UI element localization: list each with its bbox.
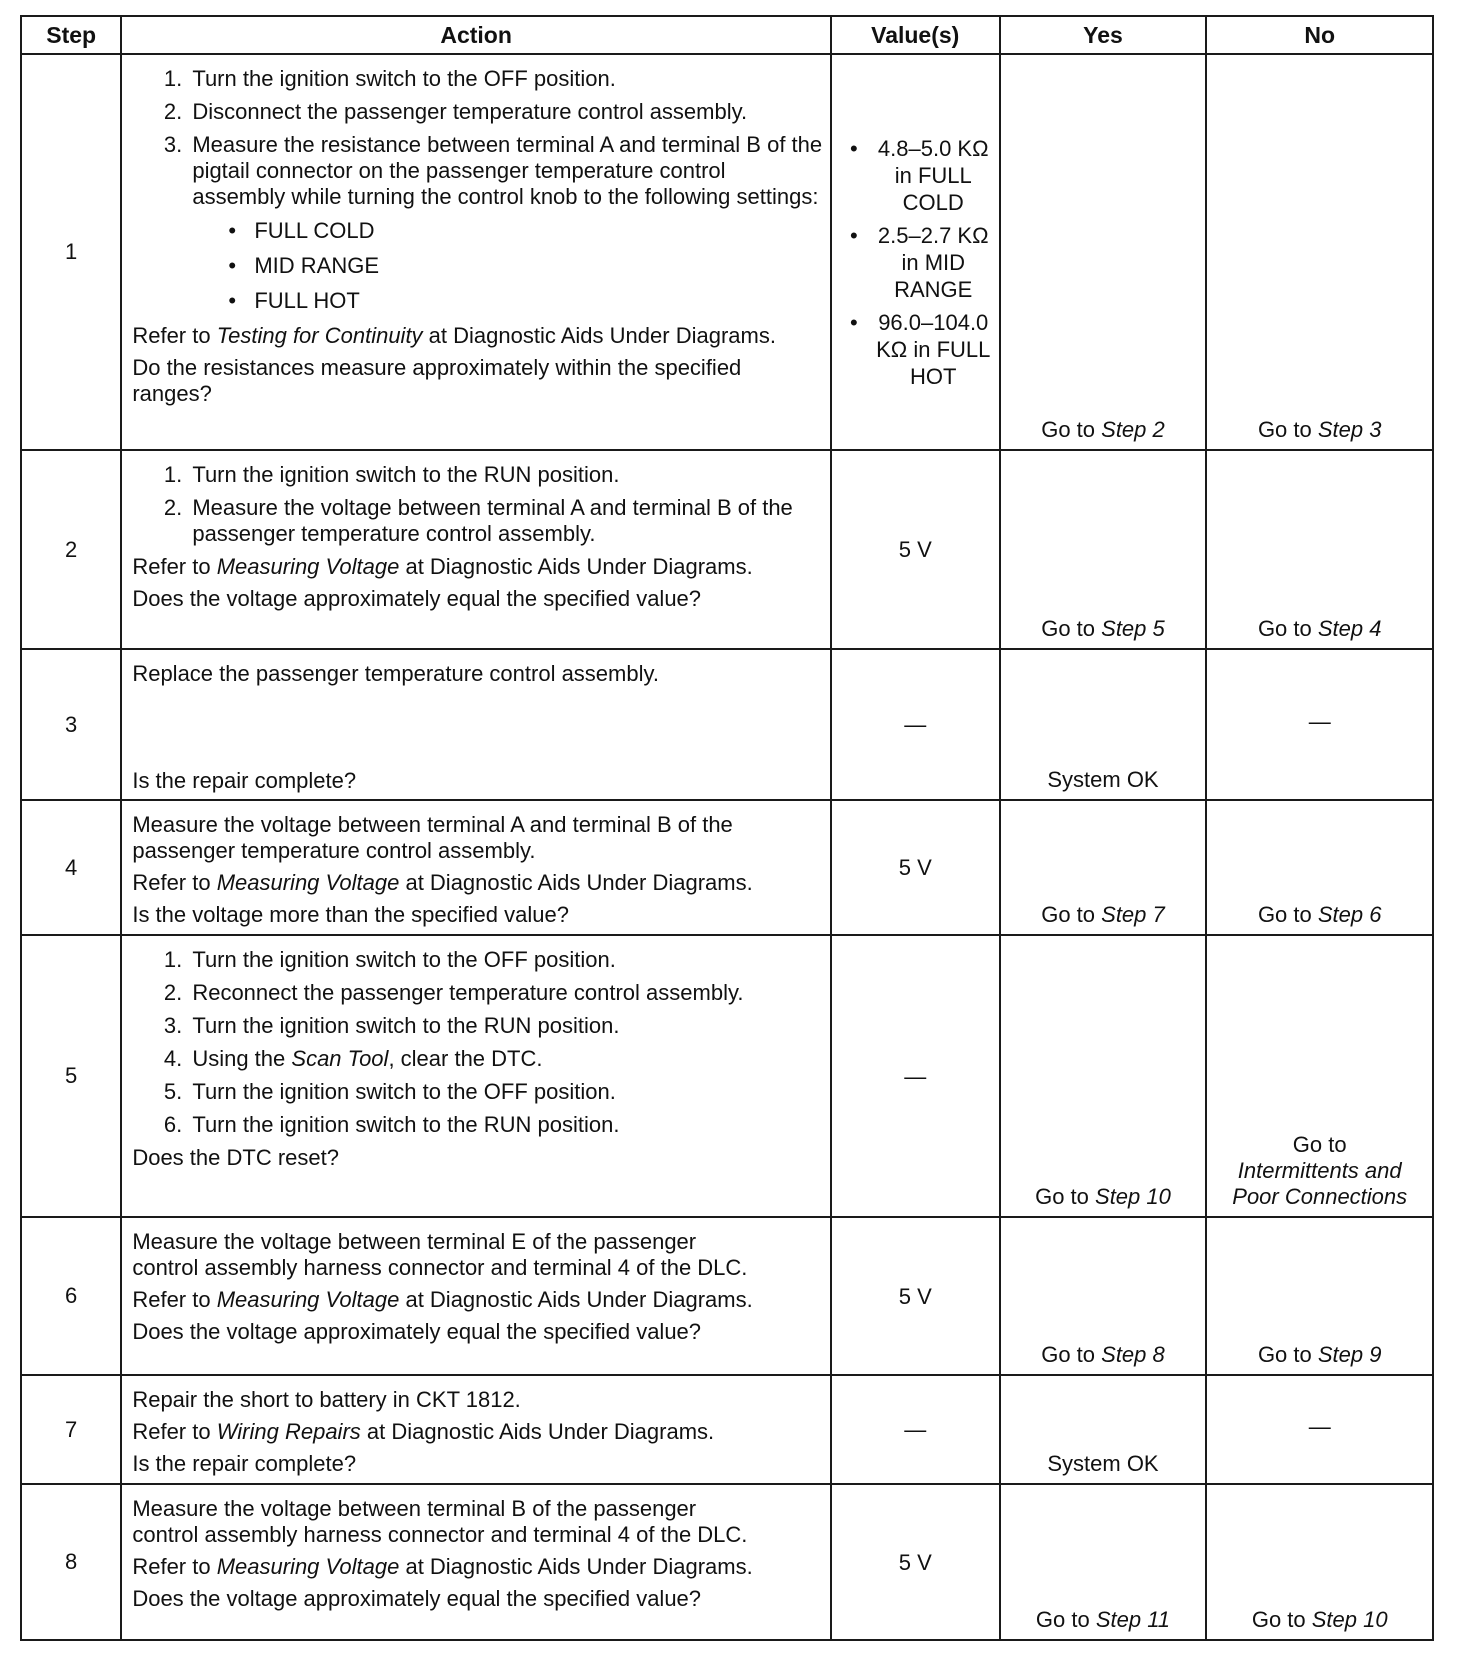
- action-cell: [121, 800, 831, 935]
- no-cell: —: [1206, 1375, 1433, 1484]
- goto-step-link: Step 8: [1101, 1342, 1165, 1367]
- values-list: [832, 135, 999, 390]
- action-steps: [132, 947, 824, 1138]
- action-cell: [121, 1484, 831, 1640]
- yes-cell: Go to Step 8: [1000, 1217, 1207, 1375]
- step-number: 3: [21, 649, 121, 800]
- setting-item: • FULL HOT: [250, 288, 824, 314]
- action-cell: [121, 1217, 831, 1375]
- header-values: Value(s): [831, 16, 1000, 54]
- step-number: 1: [21, 54, 121, 450]
- no-cell: Go to Step 9: [1206, 1217, 1433, 1375]
- goto-step-link: Step 11: [1095, 1607, 1171, 1632]
- yes-cell: Go to Step 11: [1000, 1484, 1207, 1640]
- scan-tool-ref: Scan Tool: [291, 1046, 389, 1071]
- values-cell: 5 V: [831, 1217, 1000, 1375]
- question: Does the voltage approximately equal the specified value?: [132, 586, 702, 611]
- action-text: Measure the voltage between terminal B of the passenger control assembly harness connector and terminal 4 of the DLC.: [132, 1496, 748, 1547]
- question: Does the DTC reset?: [132, 1145, 339, 1170]
- header-yes: Yes: [1000, 16, 1207, 54]
- values-cell: 5 V: [831, 450, 1000, 649]
- action-step: [188, 132, 824, 314]
- no-cell: Go to Step 10: [1206, 1484, 1433, 1640]
- table-row: [21, 54, 1433, 450]
- yes-cell: Go to Step 5: [1000, 450, 1207, 649]
- header-row: [21, 16, 1433, 54]
- refer-link: Testing for Continuity: [216, 323, 423, 348]
- table-row: [21, 800, 1433, 935]
- action-cell: [121, 54, 831, 450]
- question: Does the voltage approximately equal the specified value?: [132, 1586, 702, 1611]
- goto-intermittents-link: Intermittents and Poor Connections: [1232, 1158, 1408, 1209]
- goto-step-link: Step 10: [1095, 1184, 1171, 1209]
- action-step: 5. Turn the ignition switch to the OFF position.: [188, 1079, 824, 1105]
- values-cell: 5 V: [831, 800, 1000, 935]
- step-number: 2: [21, 450, 121, 649]
- action-step: 4. Using the Scan Tool, clear the DTC.: [188, 1046, 824, 1072]
- value-item: • 4.8–5.0 KΩ in FULL COLD: [849, 136, 989, 215]
- no-cell: Go to Step 6: [1206, 800, 1433, 935]
- action-steps: [132, 462, 824, 547]
- refer-line: Refer to Measuring Voltage at Diagnostic Aids Under Diagrams.: [132, 1287, 753, 1312]
- action-text: Measure the voltage between terminal E of the passenger control assembly harness connector and terminal 4 of the DLC.: [132, 1229, 748, 1280]
- value-item: • 2.5–2.7 KΩ in MID RANGE: [849, 223, 989, 302]
- goto-step-link: Step 3: [1317, 417, 1382, 442]
- refer-link: Measuring Voltage: [216, 1287, 400, 1312]
- action-cell: [121, 1375, 831, 1484]
- goto-step-link: Step 7: [1101, 902, 1165, 927]
- values-cell: —: [831, 649, 1000, 800]
- yes-cell: Go to Step 7: [1000, 800, 1207, 935]
- action-body: [132, 661, 824, 794]
- yes-cell: System OK: [1000, 649, 1207, 800]
- yes-cell: Go to Step 10: [1000, 935, 1207, 1217]
- header-action: Action: [121, 16, 831, 54]
- setting-item: • FULL COLD: [250, 218, 824, 244]
- refer-line: Refer to Measuring Voltage at Diagnostic Aids Under Diagrams.: [132, 1554, 753, 1579]
- step-number: 4: [21, 800, 121, 935]
- goto-step-link: Step 10: [1311, 1607, 1388, 1632]
- no-cell: Go to Intermittents and Poor Connections: [1206, 935, 1433, 1217]
- refer-line: Refer to Testing for Continuity at Diagnostic Aids Under Diagrams.: [132, 323, 776, 348]
- question: Is the repair complete?: [132, 1451, 357, 1476]
- yes-cell: Go to Step 2: [1000, 54, 1207, 450]
- setting-item: • MID RANGE: [250, 253, 824, 279]
- table-row: [21, 1375, 1433, 1484]
- settings-list: [192, 218, 824, 314]
- no-cell: Go to Step 3: [1206, 54, 1433, 450]
- table-row: [21, 935, 1433, 1217]
- goto-step-link: Step 2: [1101, 417, 1165, 442]
- value-item: • 96.0–104.0 KΩ in FULL HOT: [849, 310, 991, 389]
- action-text: Repair the short to battery in CKT 1812.: [132, 1387, 521, 1412]
- action-text: Replace the passenger temperature control assembly.: [132, 661, 659, 686]
- goto-step-link: Step 5: [1101, 616, 1165, 641]
- action-cell: [121, 649, 831, 800]
- no-cell: Go to Step 4: [1206, 450, 1433, 649]
- goto-step-link: Step 6: [1317, 902, 1382, 927]
- no-cell: —: [1206, 649, 1433, 800]
- question: Does the voltage approximately equal the specified value?: [132, 1319, 702, 1344]
- refer-link: Measuring Voltage: [216, 870, 400, 895]
- diagnostic-table: [20, 15, 1434, 1641]
- refer-line: Refer to Wiring Repairs at Diagnostic Aids Under Diagrams.: [132, 1419, 715, 1444]
- refer-link: Wiring Repairs: [216, 1419, 361, 1444]
- step-number: 6: [21, 1217, 121, 1375]
- action-cell: [121, 450, 831, 649]
- values-cell: —: [831, 935, 1000, 1217]
- action-step: 1. Turn the ignition switch to the OFF position.: [188, 947, 824, 973]
- values-cell: 5 V: [831, 1484, 1000, 1640]
- action-step-text: Measure the resistance between terminal A and terminal B of the pigtail connector on the passenger temperature control assembly while turning the control knob to the following settings:: [192, 132, 823, 209]
- refer-line: Refer to Measuring Voltage at Diagnostic Aids Under Diagrams.: [132, 554, 753, 579]
- values-cell: —: [831, 1375, 1000, 1484]
- goto-step-link: Step 9: [1317, 1342, 1382, 1367]
- table-row: [21, 649, 1433, 800]
- step-number: 8: [21, 1484, 121, 1640]
- question: Do the resistances measure approximately within the specified ranges?: [132, 355, 742, 406]
- action-steps: [132, 66, 824, 314]
- step-number: 7: [21, 1375, 121, 1484]
- action-step: 6. Turn the ignition switch to the RUN position.: [188, 1112, 824, 1138]
- step-number: 5: [21, 935, 121, 1217]
- header-step: Step: [21, 16, 121, 54]
- refer-line: Refer to Measuring Voltage at Diagnostic Aids Under Diagrams.: [132, 870, 753, 895]
- question: Is the repair complete?: [132, 768, 357, 793]
- action-step: 1. Turn the ignition switch to the RUN position.: [188, 462, 824, 488]
- table-row: [21, 450, 1433, 649]
- action-text: Measure the voltage between terminal A and terminal B of the passenger temperature control assembly.: [132, 812, 733, 863]
- header-no: No: [1206, 16, 1433, 54]
- table-row: [21, 1484, 1433, 1640]
- action-step: 2. Reconnect the passenger temperature control assembly.: [188, 980, 824, 1006]
- action-step: 2. Disconnect the passenger temperature control assembly.: [188, 99, 824, 125]
- values-cell: [831, 54, 1000, 450]
- action-cell: [121, 935, 831, 1217]
- table-row: [21, 1217, 1433, 1375]
- goto-step-link: Step 4: [1317, 616, 1382, 641]
- refer-link: Measuring Voltage: [216, 1554, 400, 1579]
- action-step: 1. Turn the ignition switch to the OFF position.: [188, 66, 824, 92]
- question: Is the voltage more than the specified value?: [132, 902, 569, 927]
- yes-cell: System OK: [1000, 1375, 1207, 1484]
- action-step: 3. Turn the ignition switch to the RUN position.: [188, 1013, 824, 1039]
- action-step: 2. Measure the voltage between terminal A and terminal B of the passenger temperature control assembly.: [188, 495, 824, 547]
- refer-link: Measuring Voltage: [216, 554, 400, 579]
